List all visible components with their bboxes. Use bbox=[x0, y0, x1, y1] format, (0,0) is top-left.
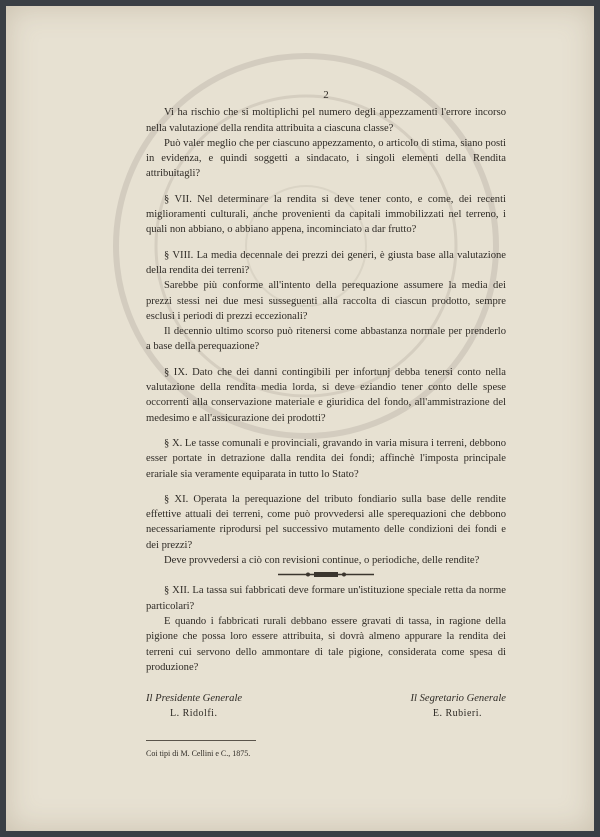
paragraph: Il decennio ultimo scorso può ritenersi come abbastanza normale per prenderlo a base della perequazione? bbox=[146, 326, 506, 353]
paragraph: § IX. Dato che dei danni contingibili per infortunj debba tenersi conto nella valutazione della rendita media lorda, si deve eziandio tener conto delle spese occorrenti alla conservazione materiale e giuridica del fondo, all'ammistrazione del medesimo e all'assicurazione dei prodotti? bbox=[146, 366, 506, 424]
page-number: 2 bbox=[323, 89, 329, 101]
signature-titles bbox=[146, 691, 506, 706]
footer-rule bbox=[146, 740, 256, 741]
president-name: L. Ridolfi. bbox=[170, 708, 218, 720]
paragraph: Può valer meglio che per ciascuno appezzamento, o articolo di stima, siano posti in evidenza, e quindi soggetti a sindacato, i singoli elementi della Rendita attribuitagli? bbox=[146, 137, 506, 180]
signature-names bbox=[146, 706, 506, 721]
paragraph: § VIII. La media decennale dei prezzi dei generi, è giusta base alla valutazione della rendita dei terreni? bbox=[146, 249, 506, 276]
paragraph: § VII. Nel determinare la rendita si deve tener conto, e come, dei recenti miglioramenti culturali, anche provenienti da capitali immobilizzati nel terreno, i quali non abbiano, o abbiano appena, incominciato a dar frutto? bbox=[146, 193, 506, 236]
paragraph: § XI. Operata la perequazione del tributo fondiario sulla base delle rendite effettive attuali dei terreni, come può provvedersi alle sperequazioni che debbono necessariamente riprodursi pel successivo mutamento delle condizioni dei fondi e dei prezzi? bbox=[146, 493, 506, 551]
paragraph: Deve provvedersi a ciò con revisioni continue, o periodiche, delle rendite? bbox=[164, 555, 480, 567]
secretary-name: E. Rubieri. bbox=[432, 708, 482, 720]
section-gap bbox=[146, 482, 506, 492]
section-gap bbox=[146, 355, 506, 365]
printer-note: Coi tipi di M. Cellini e C., 1875. bbox=[146, 748, 251, 758]
paragraph: E quando i fabbricati rurali debbano essere gravati di tassa, in ragione della pigione che possa loro essere attribuita, si dovrà almeno appurare la rendita dei terreni cui servono dello ammontare di tale pigione, considerata come spesa di produzione? bbox=[146, 615, 506, 673]
document-page bbox=[6, 6, 594, 831]
paragraph: § XII. La tassa sui fabbricati deve formare un'istituzione speciale retta da norme particolari? bbox=[146, 585, 506, 612]
section-gap bbox=[146, 238, 506, 248]
section-gap bbox=[146, 426, 506, 436]
secretary-title: Il Segretario Generale bbox=[410, 693, 506, 705]
section-gap bbox=[146, 182, 506, 192]
paragraph: Sarebbe più conforme all'intento della perequazione assumere la media dei prezzi stessi nei due mesi susseguenti alla raccolta di ciascun prodotto, sempre esclusi i periodi di prezzi eccezionali? bbox=[146, 280, 506, 322]
document-body bbox=[146, 88, 506, 761]
paragraph: Vi ha rischio che si moltiplichi pel numero degli appezzamenti l'errore incorso nella valutazione della rendita attribuita a ciascuna classe? bbox=[146, 107, 506, 134]
ornament-divider bbox=[146, 571, 506, 578]
president-title: Il Presidente Generale bbox=[146, 693, 243, 705]
paragraph: § X. Le tasse comunali e provinciali, gravando in varia misura i terreni, debbono esser portate in detrazione dalla rendita dei fondi; affinchè l'imposta principale erariale sia veramente equiparata in tutto lo Stato? bbox=[146, 437, 506, 480]
